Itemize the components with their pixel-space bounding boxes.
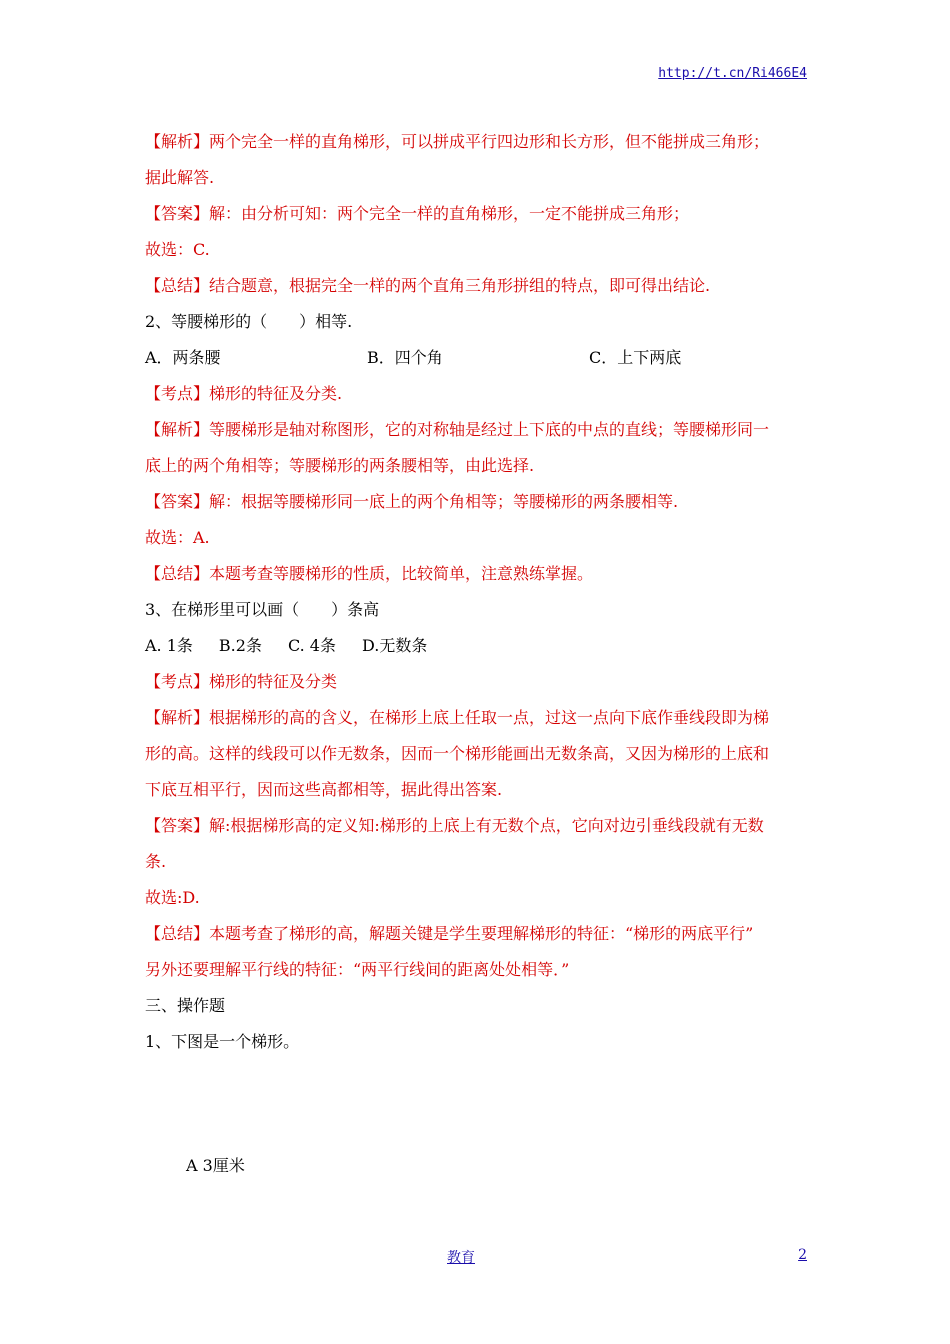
q2-choice: 故选：A. [145,528,210,547]
q3-option-b: B.2条 [218,636,262,655]
footer-link-edu[interactable]: 教育 [447,1250,475,1266]
q2-analysis-line-2: 底上的两个角相等；等腰梯形的两条腰相等，由此选择. [145,456,535,475]
q2-summary: 【总结】本题考查等腰梯形的性质，比较简单，注意熟练掌握。 [145,564,594,583]
header-url-link[interactable]: http://t.cn/Ri466E4 [658,66,807,81]
q3-analysis-line-1: 【解析】根据梯形的高的含义，在梯形上底上任取一点，过这一点向下底作垂线段即为梯 [145,708,770,727]
q3-analysis-line-3: 下底互相平行，因而这些高都相等，据此得出答案. [145,780,503,799]
q1-answer: 【答案】解：由分析可知：两个完全一样的直角梯形，一定不能拼成三角形； [145,204,690,223]
q3-key-point: 【考点】梯形的特征及分类 [145,672,338,691]
q2-key-point: 【考点】梯形的特征及分类. [145,384,343,403]
q2-question: 2、等腰梯形的（ ）相等. [145,312,353,331]
q3-option-d: D.无数条 [361,636,428,655]
q2-option-c: C．上下两底 [589,348,682,367]
section-title-operation: 三、操作题 [145,996,226,1015]
q3-question: 3、在梯形里可以画（ ）条高 [145,600,380,619]
q1-analysis-line-2: 据此解答. [145,168,215,187]
q1-choice: 故选：C. [145,240,210,259]
q2-analysis-line-1: 【解析】等腰梯形是轴对称图形，它的对称轴是经过上下底的中点的直线；等腰梯形同一 [145,420,770,439]
page-number[interactable]: 2 [798,1247,807,1263]
q2-option-b: B．四个角 [367,348,443,367]
document-body [145,124,810,1060]
q3-option-a: A. 1条 [145,636,193,655]
q1-summary: 【总结】结合题意，根据完全一样的两个直角三角形拼组的特点，即可得出结论. [145,276,711,295]
q3-summary-line-1: 【总结】本题考查了梯形的高，解题关键是学生要理解梯形的特征：“梯形的两底平行” [145,924,754,943]
q3-summary-line-2: 另外还要理解平行线的特征：“两平行线间的距离处处相等．” [145,960,570,979]
q3-choice: 故选:D. [145,888,200,907]
q3-analysis-line-2: 形的高。这样的线段可以作无数条，因而一个梯形能画出无数条高，又因为梯形的上底和 [145,744,770,763]
q2-option-a: A．两条腰 [145,348,221,367]
figure-label: A 3厘米 [186,1156,245,1175]
q3-options [145,628,810,664]
q3-option-c: C. 4条 [287,636,336,655]
section3-question-1: 1、下图是一个梯形。 [145,1032,300,1051]
q3-answer-line-1: 【答案】解:根据梯形高的定义知:梯形的上底上有无数个点，它向对边引垂线段就有无数 [145,816,764,835]
q2-options [145,340,810,376]
q3-answer-line-2: 条. [145,852,167,871]
q2-answer: 【答案】解：根据等腰梯形同一底上的两个角相等；等腰梯形的两条腰相等. [145,492,679,511]
q1-analysis-line-1: 【解析】两个完全一样的直角梯形，可以拼成平行四边形和长方形，但不能拼成三角形； [145,132,770,151]
